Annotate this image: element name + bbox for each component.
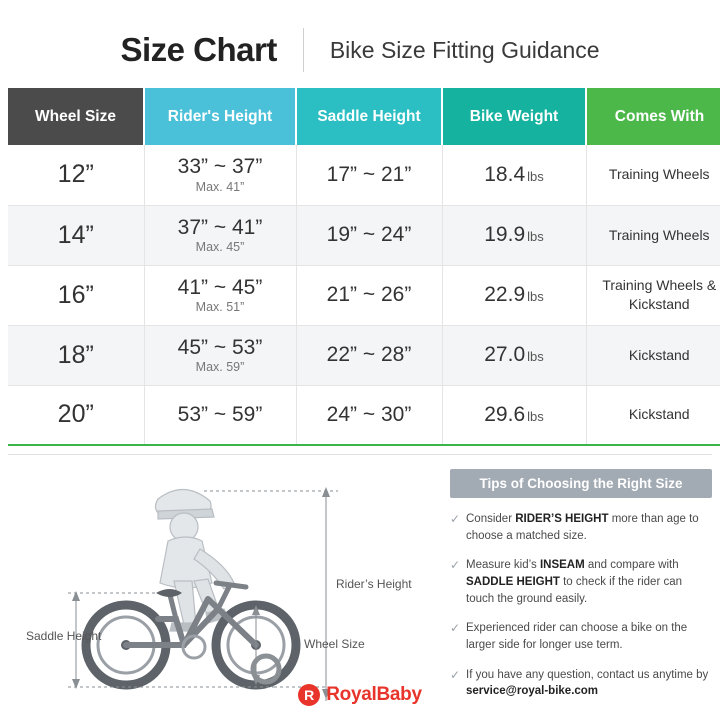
column-header-bike-weight: Bike Weight	[442, 88, 586, 145]
column-header-wheel-size: Wheel Size	[8, 88, 144, 145]
cell-bike-weight: 18.4 lbs	[442, 145, 586, 205]
cell-saddle-height: 19” ~ 24”	[296, 205, 442, 265]
page-title: Size Chart	[120, 31, 277, 68]
brand-footer	[0, 684, 720, 706]
cell-wheel-size: 16”	[8, 265, 144, 325]
table-body	[8, 145, 720, 445]
diagram-label-saddle-height: Saddle Height	[26, 629, 102, 643]
cell-wheel-size: 20”	[8, 385, 144, 445]
cell-riders-height: 37” ~ 41” Max. 45”	[144, 205, 296, 265]
cell-comes-with: Kickstand	[586, 325, 720, 385]
tip-item	[450, 557, 712, 607]
cell-wheel-size: 12”	[8, 145, 144, 205]
column-header-comes-with: Comes With	[586, 88, 720, 145]
table-row	[8, 145, 720, 205]
table-row	[8, 325, 720, 385]
tip-item	[450, 620, 712, 653]
tips-panel	[440, 469, 712, 703]
royalbaby-logo-icon: R	[298, 684, 320, 706]
tip-text: Experienced rider can choose a bike on the larger side for longer use term.	[466, 622, 688, 652]
cell-bike-weight: 22.9 lbs	[442, 265, 586, 325]
cell-riders-height: 41” ~ 45” Max. 51”	[144, 265, 296, 325]
size-chart-table-wrap	[0, 88, 720, 446]
cell-comes-with: Kickstand	[586, 385, 720, 445]
cell-bike-weight: 27.0 lbs	[442, 325, 586, 385]
cell-comes-with: Training Wheels & Kickstand	[586, 265, 720, 325]
header-divider	[303, 28, 304, 72]
cell-saddle-height: 24” ~ 30”	[296, 385, 442, 445]
diagram-label-wheel-size: Wheel Size	[304, 637, 365, 651]
tips-title: Tips of Choosing the Right Size	[450, 469, 712, 498]
check-icon: ✓	[450, 621, 461, 636]
cell-wheel-size: 14”	[8, 205, 144, 265]
tip-text: Measure kid’s INSEAM and compare with SADDLE HEIGHT to check if the rider can touch the ground easily.	[466, 559, 683, 605]
page-subtitle: Bike Size Fitting Guidance	[329, 36, 600, 63]
check-icon: ✓	[450, 558, 461, 573]
cell-wheel-size: 18”	[8, 325, 144, 385]
column-header-saddle-height: Saddle Height	[296, 88, 442, 145]
brand-name: RoyalBaby	[326, 684, 422, 705]
cell-saddle-height: 21” ~ 26”	[296, 265, 442, 325]
table-row	[8, 265, 720, 325]
page-header	[0, 0, 720, 88]
cell-comes-with: Training Wheels	[586, 205, 720, 265]
bike-diagram	[8, 469, 440, 701]
table-row	[8, 385, 720, 445]
check-icon: ✓	[450, 512, 461, 526]
cell-saddle-height: 17” ~ 21”	[296, 145, 442, 205]
cell-riders-height: 33” ~ 37” Max. 41”	[144, 145, 296, 205]
cell-riders-height: 45” ~ 53” Max. 59”	[144, 325, 296, 385]
column-header-riders-height: Rider's Height	[144, 88, 296, 145]
cell-riders-height: 53” ~ 59”	[144, 385, 296, 445]
size-chart-table	[8, 88, 720, 446]
table-row	[8, 205, 720, 265]
tip-item	[450, 511, 712, 544]
cell-bike-weight: 19.9 lbs	[442, 205, 586, 265]
tip-text: If you have any question, contact us anytime by service@royal-bike.com	[466, 668, 709, 698]
tips-list	[450, 511, 712, 700]
tip-text: Consider RIDER’S HEIGHT more than age to choose a matched size.	[466, 513, 699, 542]
cell-bike-weight: 29.6 lbs	[442, 385, 586, 445]
table-header-row	[8, 88, 720, 145]
diagram-label-riders-height: Rider’s Height	[336, 577, 412, 591]
cell-saddle-height: 22” ~ 28”	[296, 325, 442, 385]
cell-comes-with: Training Wheels	[586, 145, 720, 205]
check-icon: ✓	[450, 667, 461, 682]
lower-section	[0, 455, 720, 703]
